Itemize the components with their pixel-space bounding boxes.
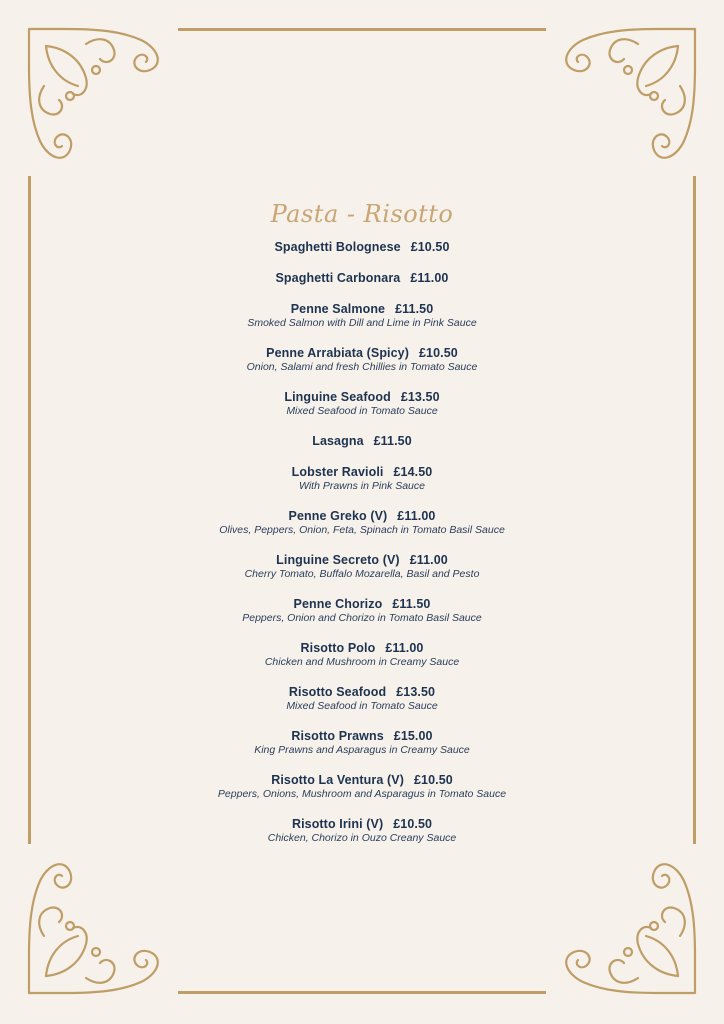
menu-item — [162, 346, 562, 374]
menu-item-heading — [162, 817, 562, 832]
menu-item-heading — [162, 390, 562, 405]
menu-item-heading — [162, 773, 562, 788]
frame-left-line — [28, 176, 31, 844]
menu-item — [162, 597, 562, 625]
menu-item-heading — [162, 597, 562, 612]
menu-item-description: Chicken, Chorizo in Ouzo Creany Sauce — [267, 832, 457, 844]
menu-item — [162, 817, 562, 845]
menu-item-heading — [162, 509, 562, 524]
flourish-scroll-icon — [548, 846, 698, 996]
menu-item-price: £10.50 — [393, 817, 433, 831]
menu-item-heading — [162, 271, 562, 286]
menu-item-heading — [162, 641, 562, 656]
menu-item-heading — [162, 240, 562, 255]
menu-item-description: Mixed Seafood in Tomato Sauce — [286, 405, 438, 417]
menu-item — [162, 685, 562, 713]
frame-bottom-line — [178, 991, 546, 994]
menu-item-description: Smoked Salmon with Dill and Lime in Pink Sauce — [247, 317, 477, 329]
menu-item-heading — [162, 434, 562, 449]
corner-ornament-top-left — [26, 26, 176, 176]
menu-item — [162, 271, 562, 286]
menu-item-heading — [162, 302, 562, 317]
menu-item-name: Risotto Irini (V) — [291, 817, 384, 831]
menu-item-name: Lasagna — [312, 434, 364, 448]
flourish-scroll-icon — [26, 26, 176, 176]
menu-item-name: Spaghetti Bolognese — [274, 240, 401, 254]
menu-item-description: Peppers, Onions, Mushroom and Asparagus in Tomato Sauce — [217, 788, 507, 800]
menu-item — [162, 434, 562, 449]
frame-right-line — [693, 176, 696, 844]
menu-item-heading — [162, 465, 562, 480]
menu-item-price: £13.50 — [400, 390, 440, 404]
menu-item — [162, 465, 562, 493]
menu-item-heading — [162, 553, 562, 568]
menu-item-name: Risotto Seafood — [288, 685, 387, 699]
menu-item-price: £14.50 — [393, 465, 433, 479]
menu-item-name: Penne Chorizo — [293, 597, 383, 611]
menu-item-name: Risotto Prawns — [291, 729, 384, 743]
menu-item-price: £10.50 — [419, 346, 458, 360]
menu-item-price: £10.50 — [410, 240, 450, 254]
corner-ornament-bottom-left — [26, 846, 176, 996]
menu-item — [162, 553, 562, 581]
menu-item-description: King Prawns and Asparagus in Creamy Sauce — [254, 744, 470, 756]
menu-item-name: Lobster Ravioli — [291, 465, 384, 479]
corner-ornament-bottom-right — [548, 846, 698, 996]
menu-item-price: £11.00 — [397, 509, 436, 523]
flourish-scroll-icon — [548, 26, 698, 176]
menu-item — [162, 302, 562, 330]
menu-item-heading — [162, 729, 562, 744]
menu-item-price: £11.00 — [409, 553, 448, 567]
menu-item-description: Mixed Seafood in Tomato Sauce — [286, 700, 438, 712]
menu-item-description: Cherry Tomato, Buffalo Mozarella, Basil and Pesto — [244, 568, 480, 580]
menu-item-price: £15.00 — [393, 729, 433, 743]
menu-item-name: Penne Salmone — [290, 302, 386, 316]
menu-item — [162, 390, 562, 418]
menu-item-price: £13.50 — [396, 685, 436, 699]
menu-item — [162, 509, 562, 537]
menu-item — [162, 641, 562, 669]
menu-item-name: Linguine Secreto (V) — [276, 553, 400, 567]
frame-top-line — [178, 28, 546, 31]
menu-item-price: £11.00 — [410, 271, 449, 285]
menu-item-description: Peppers, Onion and Chorizo in Tomato Basil Sauce — [242, 612, 482, 624]
menu-item-heading — [162, 346, 562, 361]
menu-item — [162, 773, 562, 801]
menu-item-description: With Prawns in Pink Sauce — [299, 480, 425, 492]
section-title: Pasta - Risotto — [270, 200, 454, 228]
menu-item-name: Risotto La Ventura (V) — [271, 773, 404, 787]
menu-item-price: £11.50 — [373, 434, 412, 448]
menu-item-name: Linguine Seafood — [284, 390, 391, 404]
menu-item-description: Olives, Peppers, Onion, Feta, Spinach in Tomato Basil Sauce — [219, 524, 505, 536]
menu-item-price: £11.00 — [385, 641, 424, 655]
menu-item-price: £10.50 — [413, 773, 453, 787]
menu-item-name: Penne Greko (V) — [288, 509, 388, 523]
menu-item — [162, 729, 562, 757]
menu-item-price: £11.50 — [395, 302, 434, 316]
menu-item-name: Spaghetti Carbonara — [275, 271, 401, 285]
menu-item — [162, 240, 562, 255]
corner-ornament-top-right — [548, 26, 698, 176]
menu-item-description: Onion, Salami and fresh Chillies in Tomato Sauce — [246, 361, 478, 373]
menu-item-name: Penne Arrabiata (Spicy) — [266, 346, 409, 360]
menu-item-price: £11.50 — [392, 597, 431, 611]
menu-item-heading — [162, 685, 562, 700]
menu-section — [162, 198, 562, 861]
flourish-scroll-icon — [26, 846, 176, 996]
menu-item-description: Chicken and Mushroom in Creamy Sauce — [264, 656, 460, 668]
menu-item-name: Risotto Polo — [300, 641, 376, 655]
